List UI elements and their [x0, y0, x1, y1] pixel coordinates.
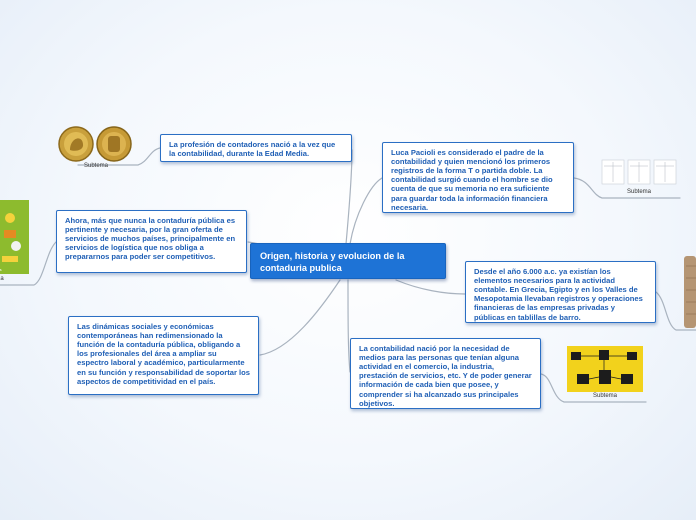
topic-ancient-records[interactable]: Desde el año 6.000 a.c. ya existían los elementos necesarios para la actividad contable. En Grecia, Egipto y en los Valles de Mesopotamia llevaban registros y operaciones financieras de las empresas privadas y públicas en tablillas de barro. [465, 261, 656, 323]
logistics-image [0, 200, 30, 276]
link-central-t4 [350, 178, 382, 244]
link-central-t1 [346, 150, 352, 244]
subtopic-label-ledger[interactable]: Subtema [626, 189, 651, 195]
ledger-image [600, 158, 680, 188]
subtopic-label-coins[interactable]: Subtema [83, 163, 108, 169]
topic-origin-profession[interactable]: La profesión de contadores nació a la vez que la contabilidad, durante la Edad Media. [160, 134, 352, 162]
coins-image [56, 124, 136, 164]
accounting-diagram-image [567, 346, 643, 392]
subtopic-label-left[interactable]: a [0, 276, 4, 282]
topic-luca-pacioli[interactable]: Luca Pacioli es considerado el padre de la contabilidad y quien mencionó los primeros registros de la forma T o partida doble. La contabilidad surgió cuando el hombre se dio cuenta de que su memoria no era suficiente para guardar toda la información financiera necesaria. [382, 142, 574, 213]
link-central-t5 [396, 280, 465, 294]
central-topic[interactable]: Origen, historia y evolucion de la contaduria publica [250, 243, 446, 279]
link-central-t3 [260, 280, 340, 355]
subtopic-label-left-caption [0, 267, 18, 272]
topic-need-for-accounting[interactable]: La contabilidad nació por la necesidad de medios para las personas que tenían alguna actividad en el comercio, la industria, prestación de servicios, etc. Y de poder generar información de cada bien que posee, y comprender si ha alcanzado sus principales objetivos. [350, 338, 541, 409]
topic-social-dynamics[interactable]: Las dinámicas sociales y económicas contemporáneas han redimensionado la función de la contaduría pública, obligando a los profesionales del área a ampliar su espectro laboral y académico, particularmente en su función y responsabilidad de soportar los aspectos de competitividad en el país. [68, 316, 259, 395]
subtopic-label-accounting[interactable]: Subtema [592, 393, 617, 399]
clay-tablet-image [684, 256, 696, 328]
topic-current-relevance[interactable]: Ahora, más que nunca la contaduría pública es pertinente y necesaria, por la gran oferta de servicios de muchos países, principalmente en servicios de logística que nos obliga a prepararnos para poder ser competitivos. [56, 210, 247, 273]
